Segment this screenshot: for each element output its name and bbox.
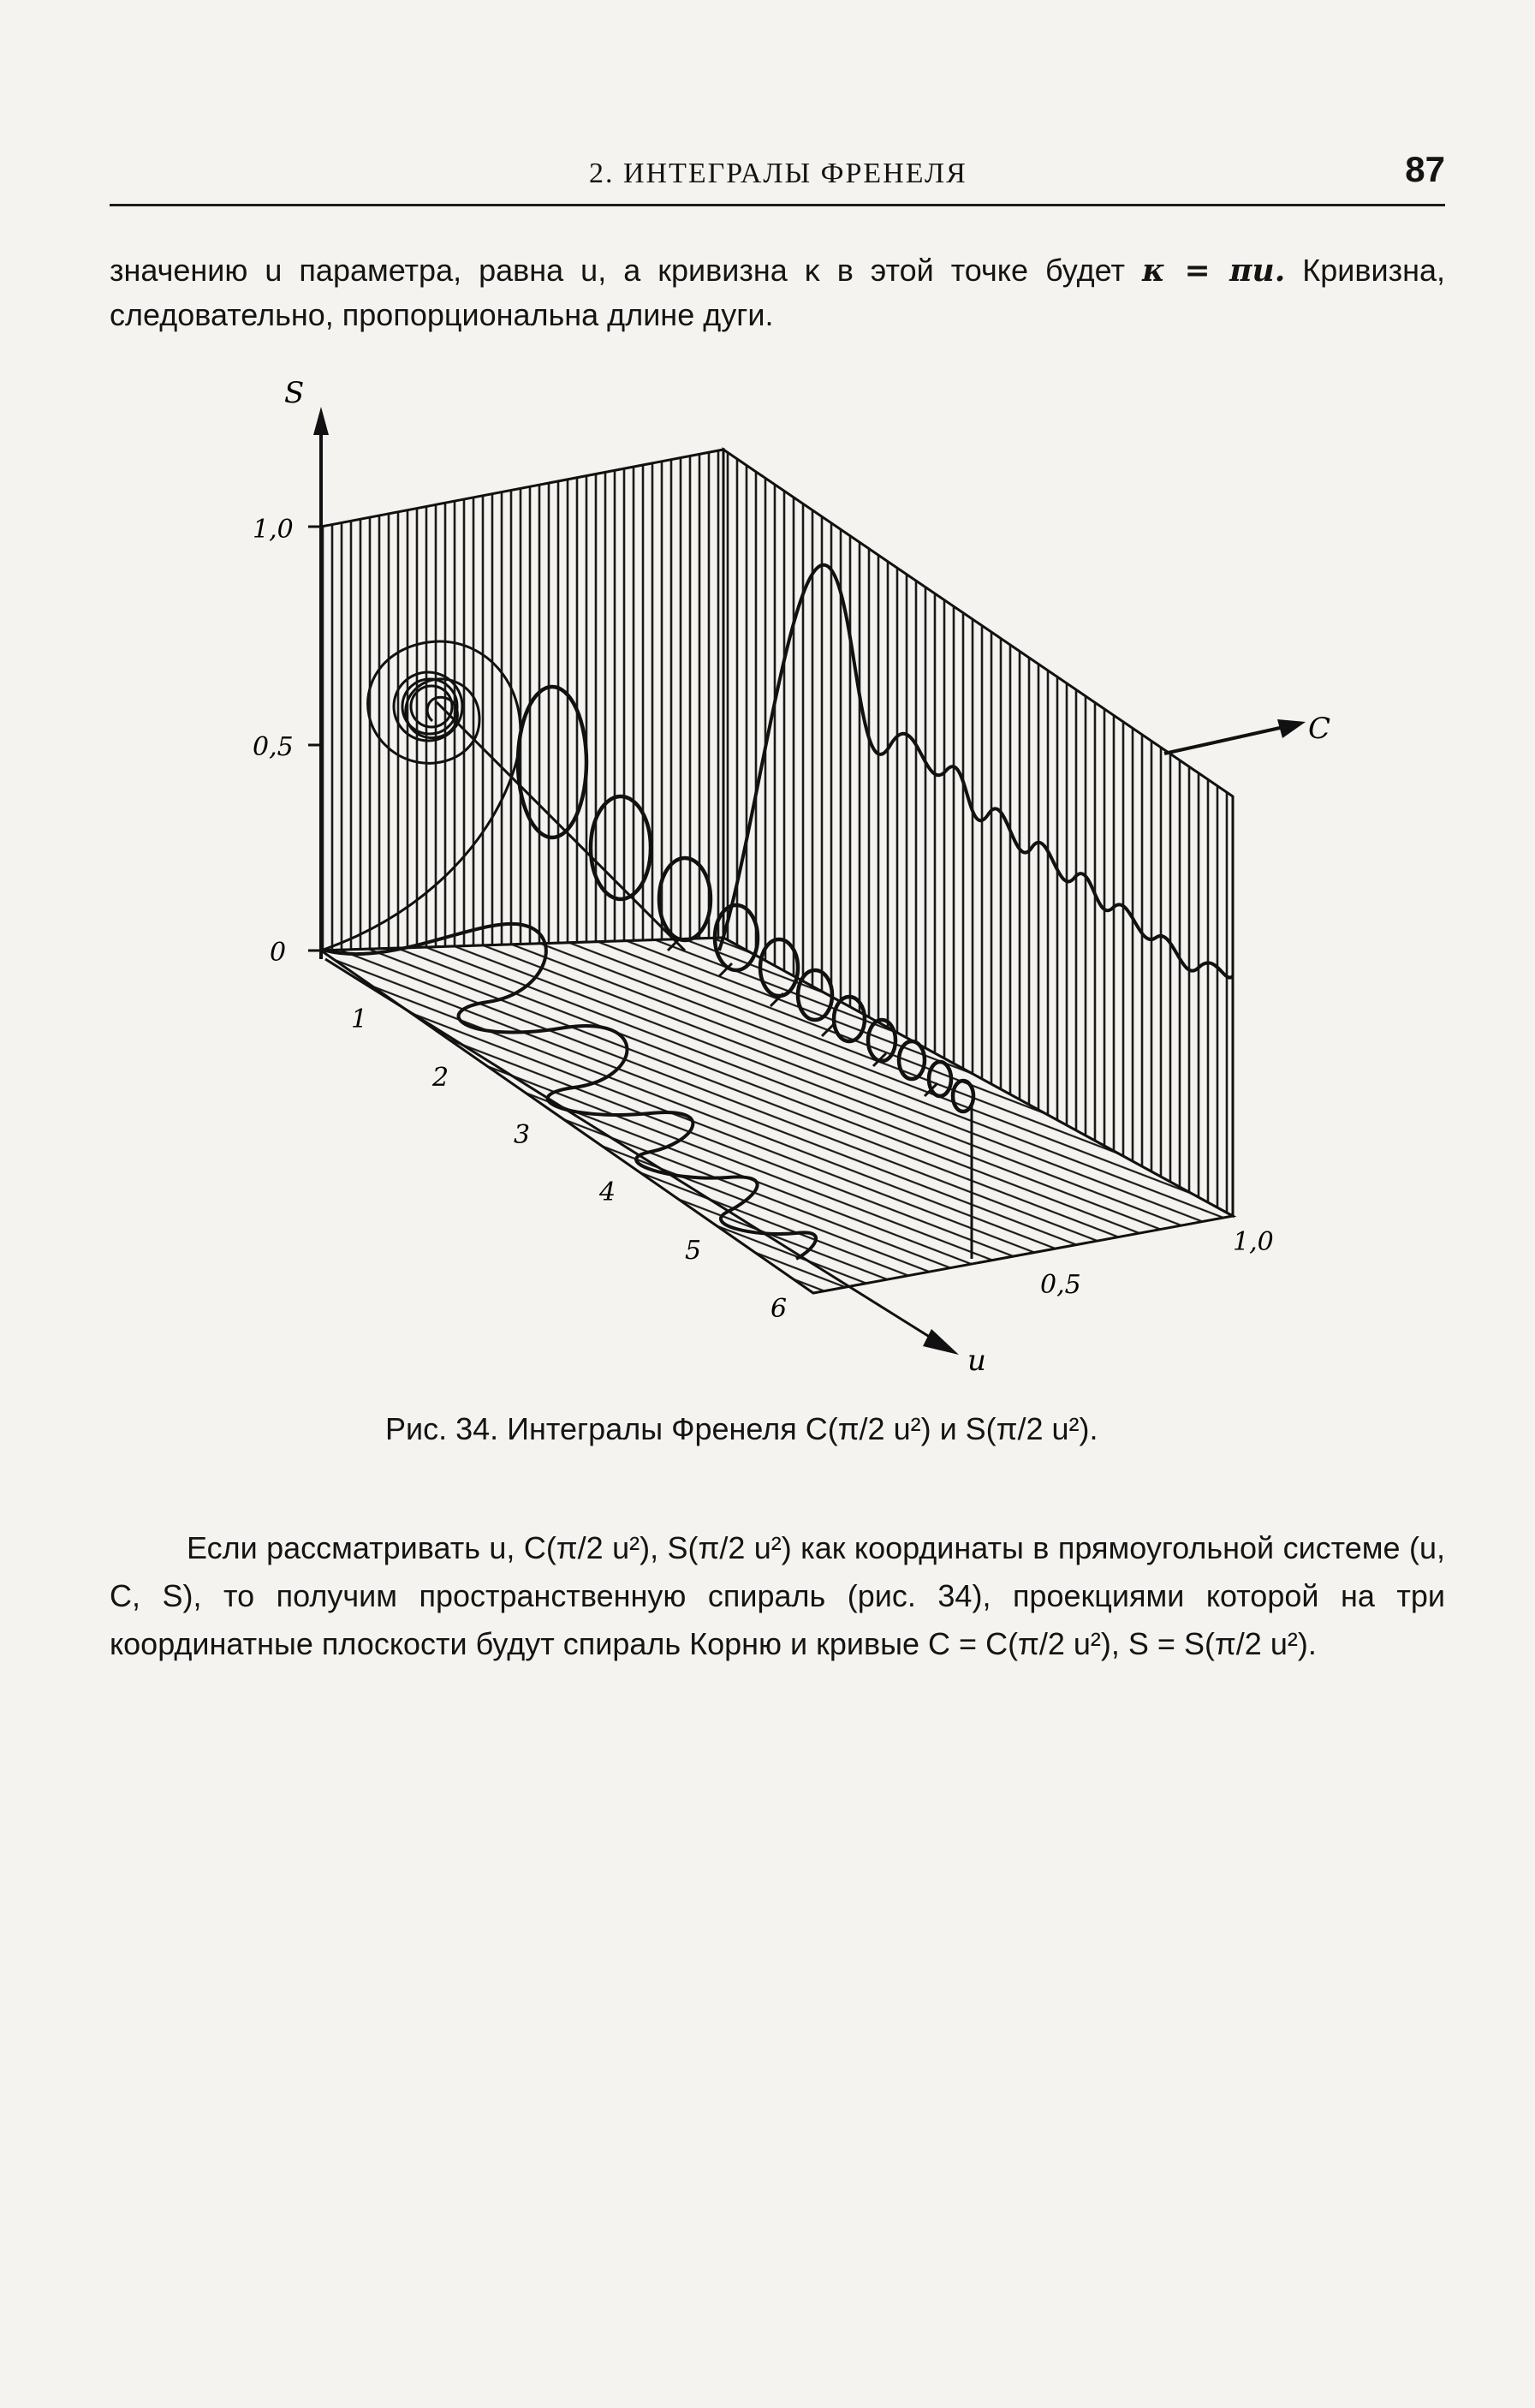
curvature-formula: κ = πu.: [1141, 253, 1286, 289]
s-axis-arrow: [313, 407, 329, 435]
u-tick-4: 4: [599, 1177, 616, 1207]
paragraph-top: [110, 248, 1445, 337]
c-tick-05: 0,5: [1040, 1270, 1081, 1300]
paragraph-top-text-a: значению u параметра, равна u, а кривизна κ в этой точке будет: [110, 253, 1142, 288]
c-axis-arrow: [1277, 719, 1306, 738]
u-tick-6: 6: [770, 1294, 788, 1324]
u-axis-arrow: [923, 1329, 959, 1355]
header-rule: [110, 204, 1445, 206]
paragraph-bottom: Если рассматривать u, C(π/2 u²), S(π/2 u²) как координаты в прямоугольной системе (u, C, S), то получим пространственную спираль (рис. 34), проекциями которой на три координатные плоскости будут спираль Корню и кривые C = C(π/2 u²), S = S(π/2 u²).: [110, 1530, 1445, 1661]
u-tick-2: 2: [432, 1063, 449, 1093]
paragraph-top-text-b: Кривизна, следовательно, пропорциональна длине дуги.: [110, 253, 1446, 332]
fresnel-3d-diagram: [205, 368, 1387, 1396]
figure-caption: [385, 1411, 1327, 1447]
u-tick-5: 5: [685, 1236, 702, 1266]
s-tick-0: 0: [270, 938, 287, 968]
s-axis-label: S: [284, 376, 305, 410]
figure-label: Рис. 34.: [385, 1411, 499, 1446]
running-head: [110, 146, 1445, 197]
fresnel-figure: [205, 368, 1387, 1396]
c-axis-label: C: [1308, 712, 1331, 746]
page-number: 87: [1405, 149, 1445, 189]
figure-caption-text: Интегралы Френеля C(π/2 u²) и S(π/2 u²).: [498, 1411, 1098, 1446]
c-tick-1: 1,0: [1233, 1227, 1274, 1257]
s-tick-05: 0,5: [253, 732, 294, 762]
u-tick-3: 3: [514, 1120, 531, 1150]
u-axis-label: u: [967, 1344, 986, 1378]
c-axis: [1164, 728, 1280, 754]
chapter-title: 2. ИНТЕГРАЛЫ ФРЕНЕЛЯ: [589, 158, 967, 189]
u-tick-1: 1: [351, 1004, 368, 1034]
s-tick-1: 1,0: [253, 515, 294, 545]
